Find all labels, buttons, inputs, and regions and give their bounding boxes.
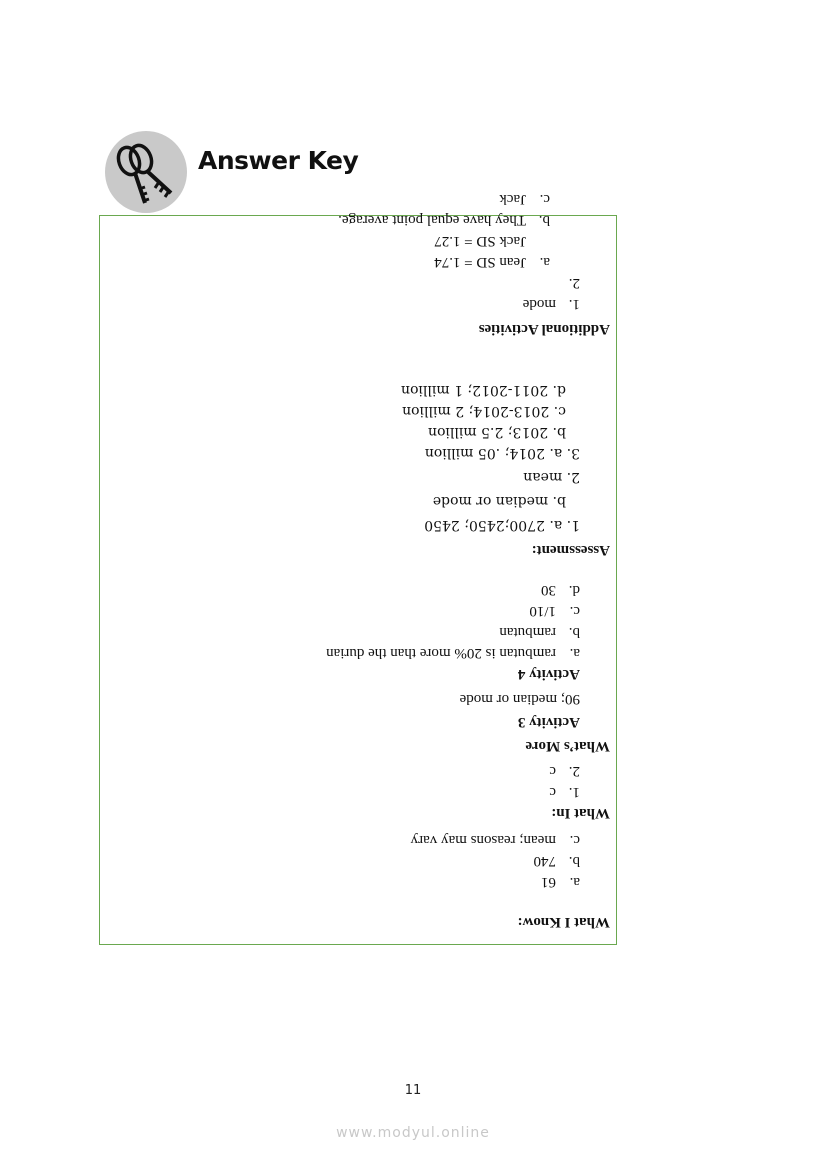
assessment-line: b. 2013; 2.5 million <box>427 424 566 440</box>
list-item: 2. c <box>549 763 580 779</box>
assessment-line: 2. mean <box>523 469 580 485</box>
list-item: 1. mode <box>522 296 580 312</box>
list-item: a. 61 <box>541 874 580 890</box>
heading-what-i-know: What I Know: <box>517 914 610 930</box>
upside-down-content <box>100 191 618 946</box>
assessment-line: 3. a. 2014; .05 million <box>424 445 580 461</box>
list-item: a. rambutan is 20% more than the durian <box>326 645 580 661</box>
heading-activity-4: Activity 4 <box>517 666 580 682</box>
list-item: c. mean; reasons may vary <box>410 832 580 848</box>
list-item: 1. c <box>549 784 580 800</box>
heading-additional-activities: Additional Activities <box>478 321 610 337</box>
list-item: a. Jean SD = 1.74 <box>434 254 550 270</box>
list-item: b. rambutan <box>499 624 580 640</box>
list-item: b. 740 <box>533 853 580 869</box>
answer-key-box <box>99 191 617 945</box>
page-title: Answer Key <box>198 146 359 175</box>
activity-3-answer: 90; median or mode <box>459 691 580 707</box>
heading-whats-more: What’s More <box>525 738 610 754</box>
list-item: b. They have equal point average. <box>338 212 550 228</box>
heading-what-in: What In: <box>551 805 610 821</box>
list-item: d. 30 <box>541 582 580 598</box>
watermark: www.modyul.online <box>336 1125 490 1141</box>
heading-activity-3: Activity 3 <box>517 714 580 730</box>
assessment-line: b. median or mode <box>432 493 566 509</box>
list-item: c. Jack <box>499 191 550 207</box>
list-item: Jack SD = 1.27 <box>434 233 526 249</box>
heading-assessment: Assessment: <box>531 542 610 558</box>
list-item: 2. <box>568 275 580 291</box>
list-item: c. 1/10 <box>529 603 580 619</box>
assessment-line: d. 2011-2012; 1 million <box>400 382 566 398</box>
assessment-line: 1. a. 2700;2450; 2450 <box>424 517 580 533</box>
page-number: 11 <box>404 1083 422 1098</box>
assessment-line: c. 2013-2014; 2 million <box>402 403 566 419</box>
